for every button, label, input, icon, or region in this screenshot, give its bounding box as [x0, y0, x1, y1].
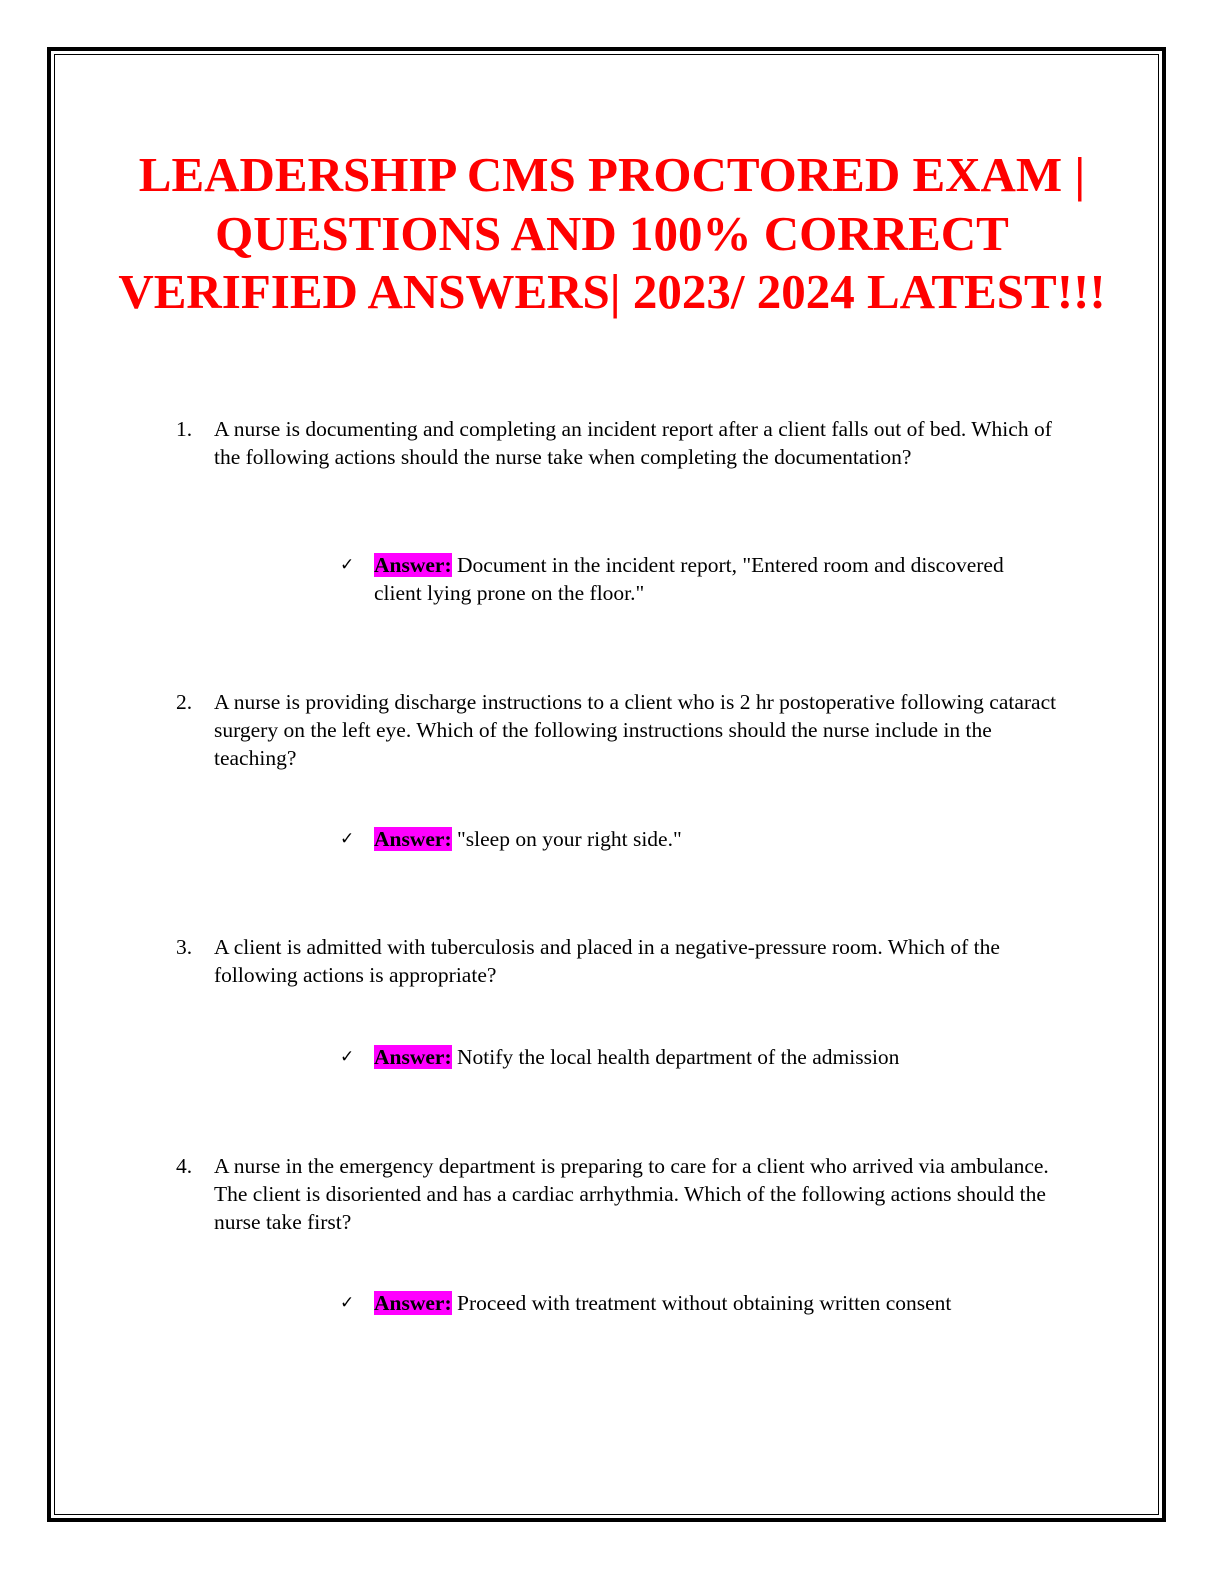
question-number: 4. [176, 1154, 193, 1178]
answer-text-block [374, 1289, 1040, 1317]
answer-4 [340, 1289, 1040, 1317]
answer-label: Answer: [374, 553, 452, 577]
question-text: A nurse is providing discharge instructions to a client who is 2 hr postoperative following cataract surgery on the left eye. Which of the following instructions should the nurse include in the teaching? [214, 690, 1057, 770]
answer-text: Document in the incident report, "Entered room and discovered client lying prone on the floor." [374, 553, 1004, 605]
answer-text-block [374, 551, 1040, 607]
checkmark-icon: ✓ [340, 555, 355, 575]
answer-1 [340, 551, 1040, 607]
answer-text: Proceed with treatment without obtaining written consent [457, 1291, 952, 1315]
checkmark-icon: ✓ [340, 1293, 355, 1313]
question-text: A client is admitted with tuberculosis and placed in a negative-pressure room. Which of the following actions is appropriate? [214, 935, 1000, 987]
answer-label: Answer: [374, 1291, 452, 1315]
checkmark-icon: ✓ [340, 829, 355, 849]
answer-text: "sleep on your right side." [457, 827, 682, 851]
question-number: 1. [176, 417, 193, 441]
answer-text-block [374, 825, 1040, 853]
answer-text-block [374, 1043, 1040, 1071]
document-title: LEADERSHIP CMS PROCTORED EXAM | QUESTIONS AND 100% CORRECT VERIFIED ANSWERS| 2023/ 2024 LATEST!!! [118, 147, 1106, 319]
answer-label: Answer: [374, 1045, 452, 1069]
question-number: 3. [176, 935, 193, 959]
question-1 [176, 415, 1076, 471]
question-text: A nurse is documenting and completing an incident report after a client falls out of bed. Which of the following actions should the nurse take when completing the documentation? [214, 417, 1052, 469]
question-text: A nurse in the emergency department is preparing to care for a client who arrived via ambulance. The client is disoriented and has a cardiac arrhythmia. Which of the following actions should the nurse take first? [214, 1154, 1049, 1234]
question-3 [176, 933, 1076, 989]
question-4 [176, 1152, 1076, 1236]
answer-text: Notify the local health department of the admission [457, 1045, 900, 1069]
question-number: 2. [176, 690, 193, 714]
question-2 [176, 688, 1076, 772]
answer-3 [340, 1043, 1040, 1071]
answer-label: Answer: [374, 827, 452, 851]
answer-2 [340, 825, 1040, 853]
checkmark-icon: ✓ [340, 1047, 355, 1067]
